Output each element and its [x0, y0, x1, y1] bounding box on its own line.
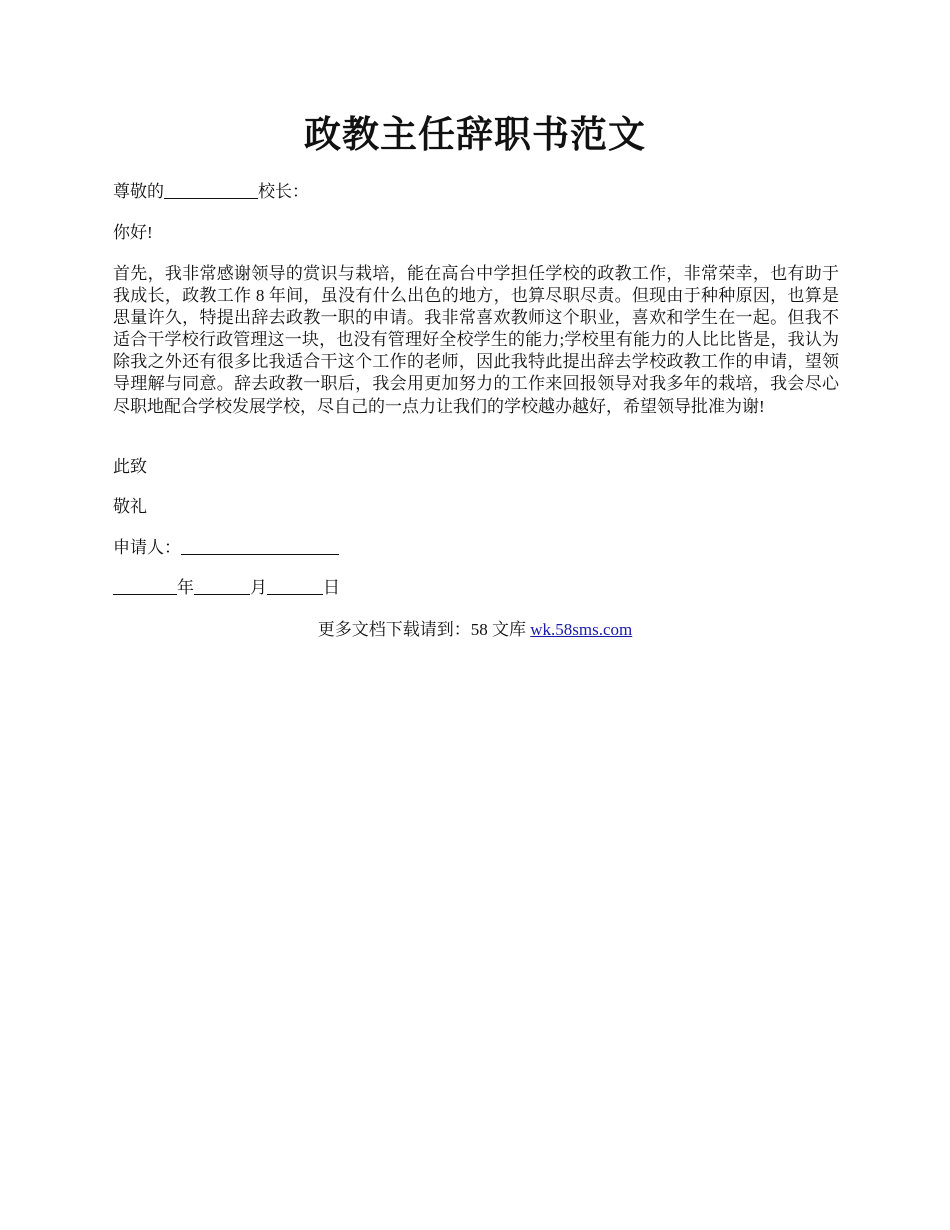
footer-text: 更多文档下载请到：58 文库 — [317, 620, 531, 639]
closing-ci-zhi: 此致 — [113, 457, 147, 476]
applicant-name-blank — [181, 537, 339, 555]
website-link[interactable]: wk.58sms.com — [530, 620, 633, 639]
month-blank — [194, 577, 250, 595]
salutation-line — [113, 181, 839, 203]
year-label: 年 — [177, 578, 194, 597]
applicant-line — [113, 537, 839, 559]
applicant-label: 申请人： — [113, 538, 181, 557]
salutation-prefix: 尊敬的 — [113, 182, 164, 201]
day-blank — [267, 577, 323, 595]
greeting: 你好! — [113, 223, 153, 242]
body-paragraph: 首先，我非常感谢领导的赏识与栽培，能在高台中学担任学校的政教工作，非常荣幸，也有助于我成长，政教工作 8 年间，虽没有什么出色的地方，也算尽职尽责。但现由于种种原因，也算是思量许久，特提出辞去政教一职的申请。我非常喜欢教师这个职业，喜欢和学生在一起。但我不适合干学校行政管理这一块，也没有管理好全校学生的能力;学校里有能力的人比比皆是，我认为除我之外还有很多比我适合干这个工作的老师，因此我特此提出辞去学校政教工作的申请，望领导理解与同意。辞去政教一职后，我会用更加努力的工作来回报领导对我多年的栽培，我会尽心尽职地配合学校发展学校，尽自己的一点力让我们的学校越办越好，希望领导批准为谢! — [113, 264, 839, 416]
month-label: 月 — [250, 578, 267, 597]
download-footer — [0, 619, 950, 641]
year-blank — [113, 577, 177, 595]
date-line — [113, 577, 839, 599]
document-title: 政教主任辞职书范文 — [304, 115, 646, 156]
day-label: 日 — [323, 578, 340, 597]
principal-name-blank — [164, 181, 258, 199]
closing-jing-li: 敬礼 — [113, 497, 147, 516]
salutation-suffix: 校长： — [258, 182, 309, 201]
